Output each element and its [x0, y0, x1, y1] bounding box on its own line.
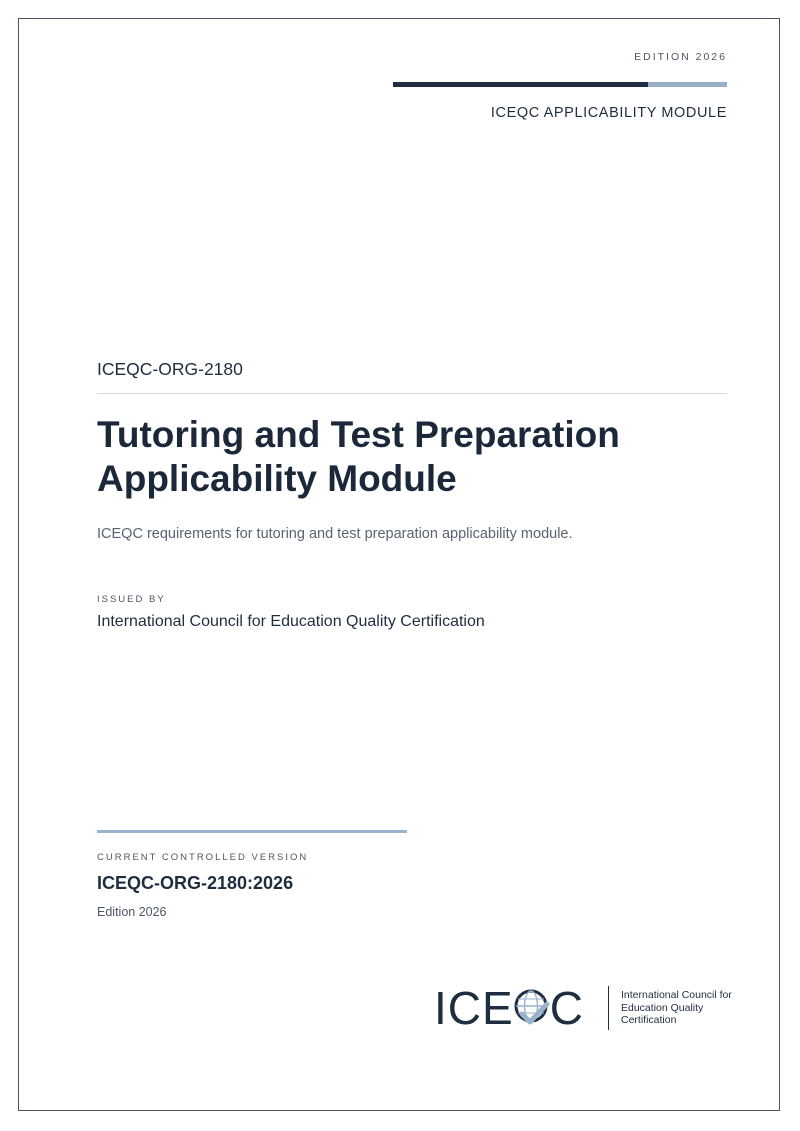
header-rule-light	[648, 82, 727, 87]
logo-letters-right: C	[549, 982, 584, 1034]
header-edition: EDITION 2026	[634, 51, 727, 63]
logo-divider	[608, 986, 609, 1030]
version-divider	[97, 830, 407, 833]
version-id: ICEQC-ORG-2180:2026	[97, 873, 294, 893]
logo-text	[621, 989, 732, 1027]
issued-by-label: ISSUED BY	[97, 594, 166, 605]
version-edition: Edition 2026	[97, 905, 167, 919]
logo-text-line3: Certification	[621, 1014, 677, 1026]
page-border	[18, 18, 780, 1111]
logo-letters-left: ICE	[434, 982, 514, 1034]
header-rule-dark	[393, 82, 648, 87]
logo-wordmark	[434, 982, 584, 1034]
iceqc-logo	[434, 982, 734, 1038]
header-rule	[393, 82, 727, 87]
document-title: Tutoring and Test Preparation Applicability Module	[97, 414, 620, 499]
module-label: ICEQC APPLICABILITY MODULE	[490, 105, 727, 121]
logo-text-line1: International Council for	[621, 989, 732, 1001]
document-number: ICEQC-ORG-2180	[97, 359, 243, 379]
logo-text-line2: Education Quality	[621, 1001, 704, 1014]
issuer-name: International Council for Education Quality Certification	[97, 613, 485, 630]
title-divider	[97, 393, 727, 394]
version-label: CURRENT CONTROLLED VERSION	[97, 852, 309, 863]
document-subtitle: ICEQC requirements for tutoring and test preparation applicability module.	[97, 526, 573, 542]
globe-check-icon	[514, 982, 550, 1034]
